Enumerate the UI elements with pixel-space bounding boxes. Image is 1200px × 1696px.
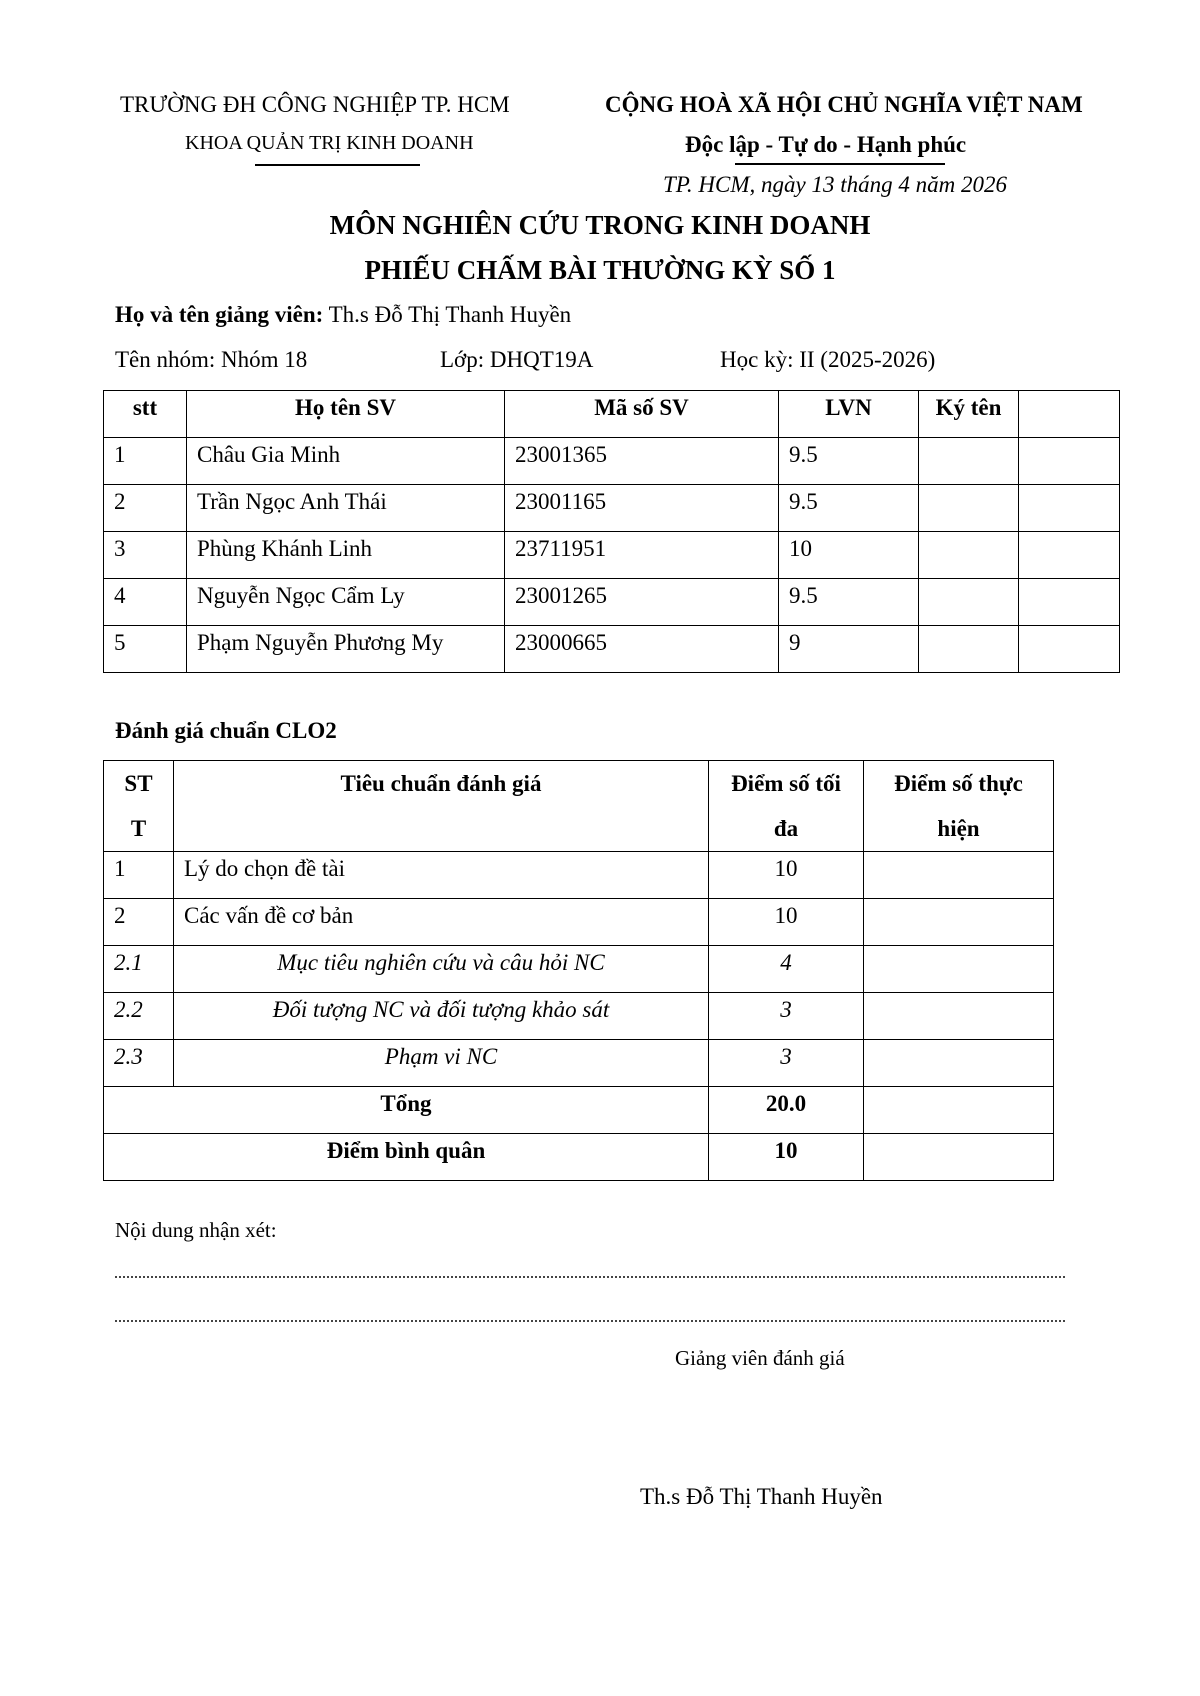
- form-title: PHIẾU CHẤM BÀI THƯỜNG KỲ SỐ 1: [364, 255, 836, 285]
- student-lvn: 9.5: [779, 438, 919, 485]
- criteria-actual: [864, 899, 1054, 946]
- group-line: [115, 347, 307, 373]
- student-lvn: 9.5: [779, 485, 919, 532]
- student-extra: [1019, 532, 1120, 579]
- semester-line: [720, 347, 935, 373]
- table-row: [104, 532, 1120, 579]
- student-extra: [1019, 579, 1120, 626]
- student-table-header: [104, 391, 1120, 438]
- student-name: Châu Gia Minh: [187, 438, 505, 485]
- student-name: Phạm Nguyễn Phương My: [187, 626, 505, 673]
- criteria-name: Phạm vi NC: [174, 1040, 709, 1087]
- student-name: Phùng Khánh Linh: [187, 532, 505, 579]
- lecturer-label: Họ và tên giảng viên:: [115, 302, 324, 327]
- lecturer-value: Th.s Đỗ Thị Thanh Huyền: [328, 302, 572, 327]
- student-stt: 3: [104, 532, 187, 579]
- table-row: [104, 626, 1120, 673]
- student-id: 23711951: [505, 532, 779, 579]
- average-label: Điểm bình quân: [104, 1134, 709, 1181]
- criteria-name: Đối tượng NC và đối tượng khảo sát: [174, 993, 709, 1040]
- semester-value: II (2025-2026): [799, 347, 936, 372]
- criteria-max: 4: [709, 946, 864, 993]
- student-lvn: 9.5: [779, 579, 919, 626]
- total-label: Tổng: [104, 1087, 709, 1134]
- col-max-score: Điểm số tối đa: [709, 761, 864, 852]
- evaluation-table: [103, 760, 1054, 1181]
- criteria-stt: 2.1: [104, 946, 174, 993]
- subject-title: MÔN NGHIÊN CỨU TRONG KINH DOANH: [329, 210, 871, 240]
- criteria-actual: [864, 946, 1054, 993]
- col-extra: [1019, 391, 1120, 438]
- group-label: Tên nhóm:: [115, 347, 216, 372]
- average-actual: [864, 1134, 1054, 1181]
- student-extra: [1019, 485, 1120, 532]
- col-sign: Ký tên: [919, 391, 1019, 438]
- col-actual-score: Điểm số thực hiện: [864, 761, 1054, 852]
- criteria-actual: [864, 852, 1054, 899]
- criteria-stt: 2.2: [104, 993, 174, 1040]
- school-name: TRƯỜNG ĐH CÔNG NGHIỆP TP. HCM: [120, 92, 510, 117]
- signature-role: Giảng viên đánh giá: [675, 1346, 845, 1370]
- criteria-stt: 2: [104, 899, 174, 946]
- lecturer-line: [115, 302, 571, 328]
- table-row: [104, 485, 1120, 532]
- student-name: Nguyễn Ngọc Cẩm Ly: [187, 579, 505, 626]
- student-id: 23001265: [505, 579, 779, 626]
- criteria-max: 10: [709, 852, 864, 899]
- motto-underline: [735, 163, 945, 165]
- faculty-name: KHOA QUẢN TRỊ KINH DOANH: [185, 132, 474, 154]
- evaluation-title: Đánh giá chuẩn CLO2: [115, 718, 337, 743]
- criteria-max: 3: [709, 993, 864, 1040]
- student-lvn: 10: [779, 532, 919, 579]
- student-stt: 1: [104, 438, 187, 485]
- motto: Độc lập - Tự do - Hạnh phúc: [685, 132, 967, 157]
- criteria-stt: 1: [104, 852, 174, 899]
- criteria-actual: [864, 993, 1054, 1040]
- student-extra: [1019, 626, 1120, 673]
- col-name: Họ tên SV: [187, 391, 505, 438]
- nation-name: CỘNG HOÀ XÃ HỘI CHỦ NGHĨA VIỆT NAM: [605, 92, 1083, 117]
- evaluation-table-header: [104, 761, 1054, 852]
- student-sign: [919, 485, 1019, 532]
- col-stt: stt: [104, 391, 187, 438]
- comment-line-1[interactable]: [115, 1276, 1065, 1278]
- table-row: [104, 852, 1054, 899]
- student-sign: [919, 438, 1019, 485]
- table-row: [104, 579, 1120, 626]
- student-table: [103, 390, 1120, 673]
- comment-line-2[interactable]: [115, 1320, 1065, 1322]
- semester-label: Học kỳ:: [720, 347, 794, 372]
- average-value: 10: [709, 1134, 864, 1181]
- group-value: Nhóm 18: [221, 347, 308, 372]
- criteria-actual: [864, 1040, 1054, 1087]
- criteria-max: 10: [709, 899, 864, 946]
- table-row: [104, 993, 1054, 1040]
- student-sign: [919, 626, 1019, 673]
- average-row: [104, 1134, 1054, 1181]
- total-actual: [864, 1087, 1054, 1134]
- comments-label: Nội dung nhận xét:: [115, 1218, 277, 1242]
- criteria-name: Các vấn đề cơ bản: [174, 899, 709, 946]
- class-label: Lớp:: [440, 347, 485, 372]
- class-line: [440, 347, 593, 373]
- col-id: Mã số SV: [505, 391, 779, 438]
- criteria-max: 3: [709, 1040, 864, 1087]
- student-id: 23001365: [505, 438, 779, 485]
- table-row: [104, 438, 1120, 485]
- table-row: [104, 1040, 1054, 1087]
- student-stt: 5: [104, 626, 187, 673]
- total-value: 20.0: [709, 1087, 864, 1134]
- student-stt: 4: [104, 579, 187, 626]
- student-sign: [919, 532, 1019, 579]
- table-row: [104, 899, 1054, 946]
- col-lvn: LVN: [779, 391, 919, 438]
- document-date: TP. HCM, ngày 13 tháng 4 năm 2026: [663, 172, 1007, 197]
- student-name: Trần Ngọc Anh Thái: [187, 485, 505, 532]
- student-extra: [1019, 438, 1120, 485]
- col-criteria: Tiêu chuẩn đánh giá: [174, 761, 709, 852]
- student-stt: 2: [104, 485, 187, 532]
- student-lvn: 9: [779, 626, 919, 673]
- criteria-name: Lý do chọn đề tài: [174, 852, 709, 899]
- total-row: [104, 1087, 1054, 1134]
- criteria-stt: 2.3: [104, 1040, 174, 1087]
- faculty-underline: [255, 164, 420, 166]
- student-id: 23001165: [505, 485, 779, 532]
- student-sign: [919, 579, 1019, 626]
- class-value: DHQT19A: [489, 347, 594, 372]
- student-id: 23000665: [505, 626, 779, 673]
- table-row: [104, 946, 1054, 993]
- signature-name: Th.s Đỗ Thị Thanh Huyền: [640, 1484, 883, 1509]
- col-stt: ST T: [104, 761, 174, 852]
- criteria-name: Mục tiêu nghiên cứu và câu hỏi NC: [174, 946, 709, 993]
